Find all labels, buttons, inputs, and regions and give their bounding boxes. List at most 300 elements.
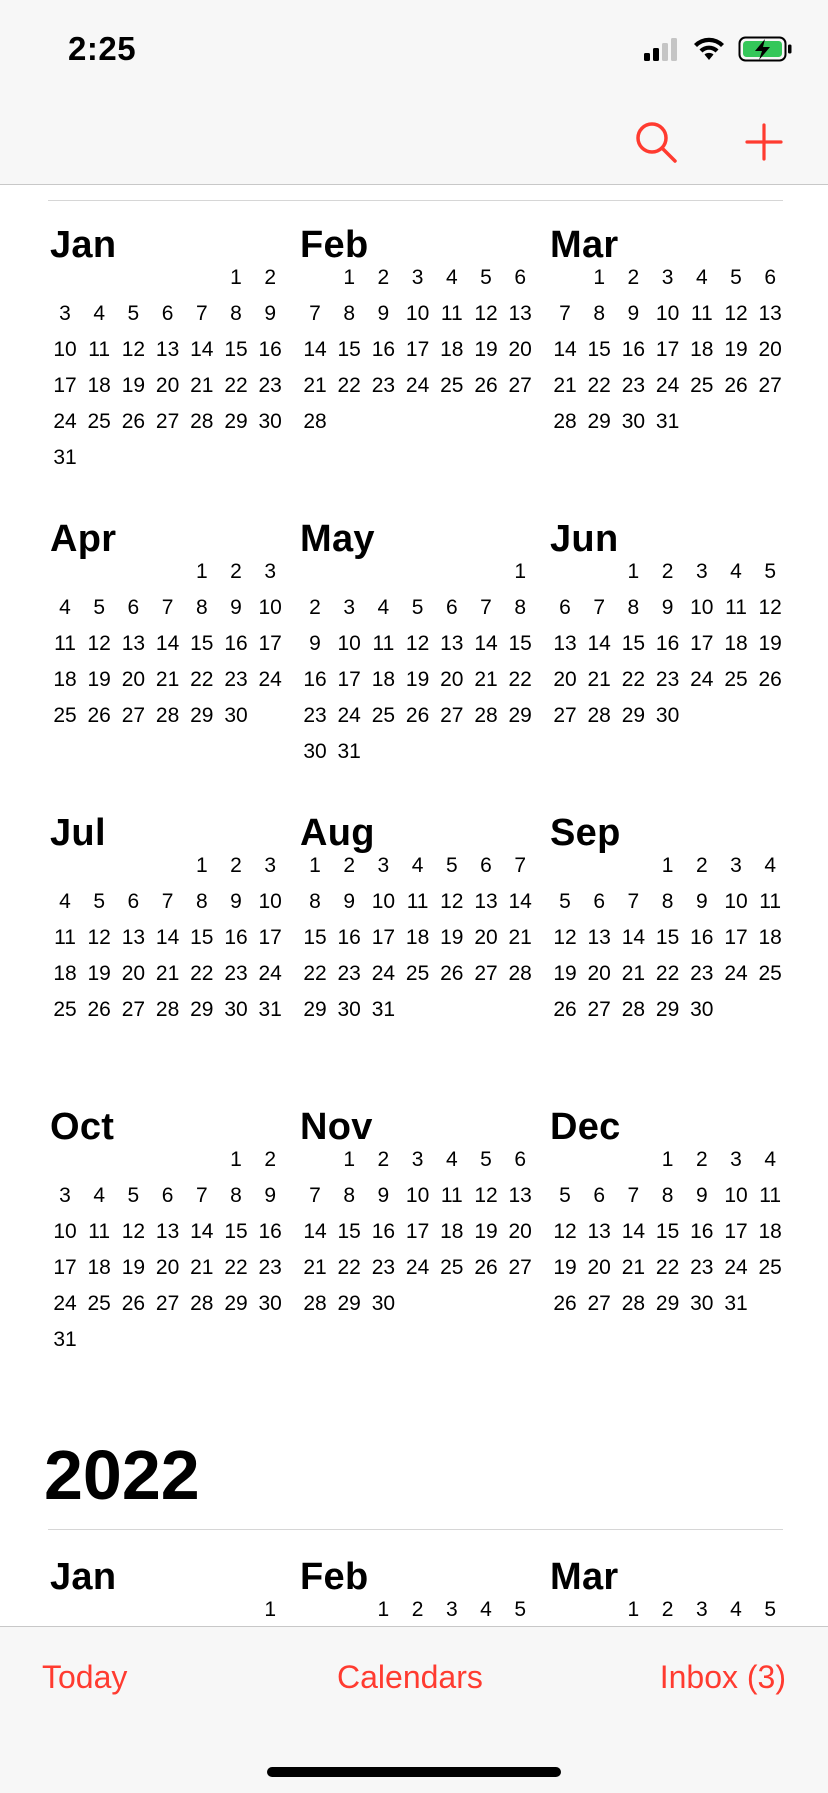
day-cell: 29 xyxy=(655,1292,680,1315)
day-cell: 11 xyxy=(88,338,111,361)
day-cell: 12 xyxy=(405,632,430,655)
day-cell: 15 xyxy=(587,338,611,361)
day-cell: 27 xyxy=(587,1292,611,1315)
day-cell: 26 xyxy=(121,410,146,433)
day-cell: 2 xyxy=(377,266,390,289)
day-cell: 26 xyxy=(121,1292,146,1315)
day-cell: 1 xyxy=(195,560,208,583)
day-cell: 15 xyxy=(190,632,214,655)
day-cell: 19 xyxy=(440,926,464,949)
day-cell: 30 xyxy=(621,410,646,433)
day-cell: 5 xyxy=(764,560,777,583)
day-cell: 13 xyxy=(155,338,180,361)
day-cell: 3 xyxy=(343,596,356,619)
day-cell: 24 xyxy=(724,962,748,985)
day-cell: 21 xyxy=(155,962,180,985)
tab-bar xyxy=(0,1626,828,1793)
day-cell: 16 xyxy=(690,1220,714,1243)
day-cell: 7 xyxy=(514,854,527,877)
day-cell: 9 xyxy=(230,890,242,913)
day-cell: 13 xyxy=(553,632,577,655)
day-cell: 14 xyxy=(155,632,180,655)
day-cell: 26 xyxy=(405,704,430,727)
day-cell: 14 xyxy=(587,632,611,655)
day-cell: 17 xyxy=(724,926,748,949)
day-cell: 9 xyxy=(661,596,674,619)
day-cell: 4 xyxy=(480,1598,492,1621)
day-cell: 30 xyxy=(303,740,327,763)
nav-bar xyxy=(0,100,828,185)
day-cell: 26 xyxy=(553,998,577,1021)
day-cell: 21 xyxy=(303,374,327,397)
day-cell: 22 xyxy=(337,374,361,397)
day-cell: 4 xyxy=(764,1148,777,1171)
day-cell: 3 xyxy=(730,1148,742,1171)
day-cell: 21 xyxy=(190,374,214,397)
day-cell: 14 xyxy=(621,926,646,949)
battery-charging-icon xyxy=(738,36,794,62)
day-cell: 17 xyxy=(690,632,714,655)
day-cell: 13 xyxy=(587,926,611,949)
month-title: May xyxy=(300,518,375,560)
day-cell: 27 xyxy=(553,704,577,727)
day-cell: 1 xyxy=(264,1598,277,1621)
day-cell: 22 xyxy=(224,1256,248,1279)
calendars-button[interactable]: Calendars xyxy=(337,1659,483,1695)
day-cell: 1 xyxy=(627,560,640,583)
day-cell: 27 xyxy=(508,374,532,397)
day-cell: 13 xyxy=(758,302,782,325)
day-cell: 31 xyxy=(724,1292,748,1315)
day-cell: 28 xyxy=(155,704,180,727)
day-cell: 17 xyxy=(258,632,282,655)
day-cell: 5 xyxy=(764,1598,777,1621)
day-cell: 9 xyxy=(627,302,640,325)
day-cell: 12 xyxy=(553,1220,577,1243)
day-cell: 29 xyxy=(224,1292,248,1315)
day-cell: 13 xyxy=(508,1184,532,1207)
day-cell: 27 xyxy=(155,1292,180,1315)
day-cell: 20 xyxy=(121,668,146,691)
day-cell: 2 xyxy=(695,1148,708,1171)
day-cell: 12 xyxy=(121,338,146,361)
day-cell: 12 xyxy=(121,1220,146,1243)
day-cell: 6 xyxy=(514,1148,527,1171)
day-cell: 2 xyxy=(377,1148,390,1171)
day-cell: 2 xyxy=(695,854,708,877)
day-cell: 2 xyxy=(411,1598,424,1621)
day-cell: 25 xyxy=(53,704,77,727)
day-cell: 15 xyxy=(655,1220,680,1243)
day-cell: 15 xyxy=(224,1220,248,1243)
day-cell: 4 xyxy=(377,596,390,619)
day-cell: 4 xyxy=(730,560,742,583)
day-cell: 16 xyxy=(258,338,282,361)
day-cell: 4 xyxy=(764,854,777,877)
day-cell: 20 xyxy=(155,374,180,397)
day-cell: 31 xyxy=(258,998,282,1021)
day-cell: 16 xyxy=(337,926,361,949)
day-cell: 29 xyxy=(508,704,532,727)
status-icons xyxy=(644,36,794,62)
day-cell: 10 xyxy=(724,890,748,913)
day-cell: 14 xyxy=(621,1220,646,1243)
day-cell: 16 xyxy=(690,926,714,949)
day-cell: 27 xyxy=(440,704,464,727)
day-cell: 15 xyxy=(224,338,248,361)
wifi-icon xyxy=(692,36,726,62)
day-cell: 20 xyxy=(474,926,498,949)
day-cell: 30 xyxy=(655,704,680,727)
day-cell: 3 xyxy=(377,854,390,877)
day-cell: 14 xyxy=(155,926,180,949)
day-cell: 19 xyxy=(474,1220,498,1243)
day-cell: 1 xyxy=(661,854,674,877)
day-cell: 11 xyxy=(759,1184,782,1207)
day-cell: 14 xyxy=(474,632,498,655)
day-cell: 16 xyxy=(224,632,248,655)
day-cell: 9 xyxy=(309,632,321,655)
day-cell: 23 xyxy=(621,374,646,397)
day-cell: 5 xyxy=(480,266,492,289)
month-title: Aug xyxy=(300,812,375,854)
day-cell: 4 xyxy=(445,266,458,289)
day-cell: 9 xyxy=(264,1184,277,1207)
day-cell: 30 xyxy=(337,998,361,1021)
day-cell: 18 xyxy=(440,1220,464,1243)
day-cell: 13 xyxy=(121,926,146,949)
day-cell: 25 xyxy=(758,1256,782,1279)
day-cell: 1 xyxy=(195,854,208,877)
day-cell: 10 xyxy=(405,302,430,325)
day-cell: 2 xyxy=(309,596,321,619)
day-cell: 16 xyxy=(371,338,396,361)
day-cell: 3 xyxy=(445,1598,458,1621)
day-cell: 23 xyxy=(224,962,248,985)
day-cell: 26 xyxy=(758,668,782,691)
day-cell: 4 xyxy=(730,1598,742,1621)
day-cell: 9 xyxy=(230,596,242,619)
day-cell: 18 xyxy=(53,668,77,691)
day-cell: 29 xyxy=(303,998,327,1021)
day-cell: 19 xyxy=(553,962,577,985)
day-cell: 25 xyxy=(440,1256,464,1279)
day-cell: 5 xyxy=(445,854,458,877)
day-cell: 22 xyxy=(655,1256,680,1279)
day-cell: 13 xyxy=(121,632,146,655)
day-cell: 24 xyxy=(690,668,714,691)
day-cell: 8 xyxy=(230,1184,242,1207)
day-cell: 18 xyxy=(371,668,396,691)
day-cell: 24 xyxy=(371,962,396,985)
day-cell: 5 xyxy=(93,596,106,619)
day-cell: 8 xyxy=(195,596,208,619)
day-cell: 24 xyxy=(53,410,77,433)
day-cell: 12 xyxy=(440,890,464,913)
day-cell: 7 xyxy=(161,890,174,913)
day-cell: 17 xyxy=(258,926,282,949)
month-title: Jan xyxy=(50,224,117,266)
day-cell: 30 xyxy=(690,998,714,1021)
day-cell: 6 xyxy=(593,890,606,913)
day-cell: 20 xyxy=(553,668,577,691)
day-cell: 24 xyxy=(258,668,282,691)
day-cell: 7 xyxy=(480,596,492,619)
day-cell: 29 xyxy=(337,1292,361,1315)
day-cell: 17 xyxy=(405,338,430,361)
day-cell: 5 xyxy=(559,890,571,913)
day-cell: 14 xyxy=(303,338,327,361)
day-cell: 25 xyxy=(758,962,782,985)
day-cell: 21 xyxy=(155,668,180,691)
day-cell: 18 xyxy=(758,1220,782,1243)
month-title: Dec xyxy=(550,1106,621,1148)
day-cell: 11 xyxy=(440,1184,463,1207)
day-cell: 23 xyxy=(258,1256,282,1279)
day-cell: 29 xyxy=(587,410,611,433)
day-cell: 10 xyxy=(258,890,282,913)
day-cell: 27 xyxy=(155,410,180,433)
day-cell: 1 xyxy=(661,1148,674,1171)
day-cell: 2 xyxy=(264,1148,277,1171)
day-cell: 16 xyxy=(303,668,327,691)
day-cell: 26 xyxy=(474,1256,498,1279)
day-cell: 7 xyxy=(195,302,208,325)
day-cell: 22 xyxy=(224,374,248,397)
day-cell: 27 xyxy=(121,998,146,1021)
day-cell: 28 xyxy=(303,1292,327,1315)
day-cell: 4 xyxy=(59,596,71,619)
day-cell: 25 xyxy=(405,962,430,985)
day-cell: 2 xyxy=(661,1598,674,1621)
day-cell: 15 xyxy=(303,926,327,949)
day-cell: 22 xyxy=(190,962,214,985)
day-cell: 7 xyxy=(593,596,606,619)
day-cell: 16 xyxy=(258,1220,282,1243)
day-cell: 19 xyxy=(758,632,782,655)
day-cell: 24 xyxy=(655,374,680,397)
day-cell: 6 xyxy=(593,1184,606,1207)
day-cell: 6 xyxy=(161,302,174,325)
day-cell: 24 xyxy=(337,704,361,727)
month-title: Mar xyxy=(550,1556,619,1598)
day-cell: 16 xyxy=(224,926,248,949)
day-cell: 12 xyxy=(758,596,782,619)
today-button[interactable]: Today xyxy=(42,1659,128,1695)
day-cell: 6 xyxy=(514,266,527,289)
day-cell: 6 xyxy=(127,890,140,913)
day-cell: 24 xyxy=(724,1256,748,1279)
day-cell: 19 xyxy=(553,1256,577,1279)
day-cell: 23 xyxy=(690,1256,714,1279)
day-cell: 7 xyxy=(559,302,571,325)
day-cell: 9 xyxy=(695,890,708,913)
day-cell: 13 xyxy=(155,1220,180,1243)
day-cell: 27 xyxy=(587,998,611,1021)
day-cell: 28 xyxy=(190,1292,214,1315)
day-cell: 14 xyxy=(553,338,577,361)
day-cell: 22 xyxy=(337,1256,361,1279)
day-cell: 6 xyxy=(764,266,777,289)
day-cell: 13 xyxy=(440,632,464,655)
day-cell: 1 xyxy=(627,1598,640,1621)
day-cell: 14 xyxy=(508,890,532,913)
day-cell: 12 xyxy=(474,302,498,325)
day-cell: 29 xyxy=(190,704,214,727)
day-cell: 7 xyxy=(627,1184,640,1207)
day-cell: 10 xyxy=(405,1184,430,1207)
day-cell: 4 xyxy=(411,854,424,877)
day-cell: 13 xyxy=(474,890,498,913)
day-cell: 20 xyxy=(508,338,532,361)
day-cell: 3 xyxy=(411,1148,424,1171)
day-cell: 2 xyxy=(343,854,356,877)
day-cell: 17 xyxy=(655,338,680,361)
day-cell: 18 xyxy=(87,374,111,397)
day-cell: 5 xyxy=(127,302,140,325)
day-cell: 30 xyxy=(690,1292,714,1315)
day-cell: 11 xyxy=(88,1220,111,1243)
day-cell: 22 xyxy=(508,668,532,691)
day-cell: 20 xyxy=(508,1220,532,1243)
day-cell: 6 xyxy=(127,596,140,619)
day-cell: 8 xyxy=(627,596,640,619)
day-cell: 24 xyxy=(258,962,282,985)
day-cell: 3 xyxy=(730,854,742,877)
day-cell: 2 xyxy=(627,266,640,289)
divider xyxy=(48,1529,783,1530)
day-cell: 2 xyxy=(230,560,242,583)
day-cell: 10 xyxy=(258,596,282,619)
day-cell: 11 xyxy=(725,596,747,619)
day-cell: 5 xyxy=(411,596,424,619)
day-cell: 15 xyxy=(655,926,680,949)
day-cell: 5 xyxy=(93,890,106,913)
day-cell: 31 xyxy=(655,410,680,433)
search-icon xyxy=(633,119,679,165)
day-cell: 8 xyxy=(343,1184,356,1207)
day-cell: 7 xyxy=(309,1184,321,1207)
day-cell: 12 xyxy=(553,926,577,949)
day-cell: 2 xyxy=(230,854,242,877)
day-cell: 17 xyxy=(724,1220,748,1243)
day-cell: 9 xyxy=(695,1184,708,1207)
day-cell: 21 xyxy=(190,1256,214,1279)
day-cell: 10 xyxy=(53,1220,77,1243)
day-cell: 30 xyxy=(224,704,248,727)
day-cell: 23 xyxy=(655,668,680,691)
add-event-button[interactable] xyxy=(736,114,792,170)
day-cell: 6 xyxy=(559,596,571,619)
day-cell: 8 xyxy=(514,596,527,619)
day-cell: 29 xyxy=(224,410,248,433)
day-cell: 30 xyxy=(224,998,248,1021)
day-cell: 8 xyxy=(309,890,321,913)
day-cell: 8 xyxy=(593,302,606,325)
day-cell: 3 xyxy=(661,266,674,289)
day-cell: 14 xyxy=(303,1220,327,1243)
day-cell: 3 xyxy=(264,560,277,583)
day-cell: 3 xyxy=(411,266,424,289)
day-cell: 8 xyxy=(230,302,242,325)
day-cell: 12 xyxy=(87,926,111,949)
cellular-signal-icon xyxy=(644,37,680,61)
day-cell: 19 xyxy=(121,1256,146,1279)
divider xyxy=(48,200,783,201)
month-title: Jan xyxy=(50,1556,117,1598)
day-cell: 8 xyxy=(195,890,208,913)
day-cell: 22 xyxy=(303,962,327,985)
day-cell: 5 xyxy=(514,1598,527,1621)
day-cell: 7 xyxy=(627,890,640,913)
day-cell: 13 xyxy=(587,1220,611,1243)
day-cell: 30 xyxy=(258,1292,282,1315)
month-title: Apr xyxy=(50,518,117,560)
day-cell: 31 xyxy=(53,446,77,469)
day-cell: 9 xyxy=(343,890,356,913)
day-cell: 20 xyxy=(121,962,146,985)
day-cell: 28 xyxy=(553,410,577,433)
day-cell: 23 xyxy=(337,962,361,985)
day-cell: 12 xyxy=(87,632,111,655)
day-cell: 26 xyxy=(87,704,111,727)
month-title: Feb xyxy=(300,1556,369,1598)
day-cell: 10 xyxy=(337,632,361,655)
day-cell: 28 xyxy=(508,962,532,985)
day-cell: 16 xyxy=(621,338,646,361)
day-cell: 3 xyxy=(59,1184,71,1207)
day-cell: 28 xyxy=(155,998,180,1021)
year-view[interactable] xyxy=(0,185,828,1625)
day-cell: 8 xyxy=(661,890,674,913)
day-cell: 17 xyxy=(371,926,396,949)
day-cell: 28 xyxy=(621,998,646,1021)
day-cell: 28 xyxy=(474,704,498,727)
day-cell: 24 xyxy=(405,374,430,397)
day-cell: 31 xyxy=(337,740,361,763)
day-cell: 22 xyxy=(621,668,646,691)
day-cell: 31 xyxy=(53,1328,77,1351)
day-cell: 23 xyxy=(690,962,714,985)
day-cell: 7 xyxy=(161,596,174,619)
inbox-button[interactable]: Inbox (3) xyxy=(659,1659,786,1695)
day-cell: 11 xyxy=(759,890,782,913)
day-cell: 19 xyxy=(87,668,111,691)
day-cell: 25 xyxy=(87,1292,111,1315)
month-title: Jun xyxy=(550,518,619,560)
search-button[interactable] xyxy=(628,114,684,170)
year-title-2022[interactable]: 2022 xyxy=(44,1436,200,1514)
day-cell: 21 xyxy=(621,962,646,985)
day-cell: 21 xyxy=(508,926,532,949)
day-cell: 9 xyxy=(377,1184,390,1207)
day-cell: 1 xyxy=(230,1148,242,1171)
day-cell: 11 xyxy=(406,890,429,913)
day-cell: 18 xyxy=(724,632,748,655)
day-cell: 27 xyxy=(121,704,146,727)
day-cell: 17 xyxy=(405,1220,430,1243)
day-cell: 5 xyxy=(480,1148,492,1171)
day-cell: 13 xyxy=(508,302,532,325)
day-cell: 19 xyxy=(87,962,111,985)
day-cell: 15 xyxy=(337,1220,361,1243)
month-title: Nov xyxy=(300,1106,373,1148)
day-cell: 26 xyxy=(553,1292,577,1315)
day-cell: 26 xyxy=(474,374,498,397)
day-cell: 10 xyxy=(690,596,714,619)
day-cell: 28 xyxy=(303,410,327,433)
day-cell: 2 xyxy=(264,266,277,289)
